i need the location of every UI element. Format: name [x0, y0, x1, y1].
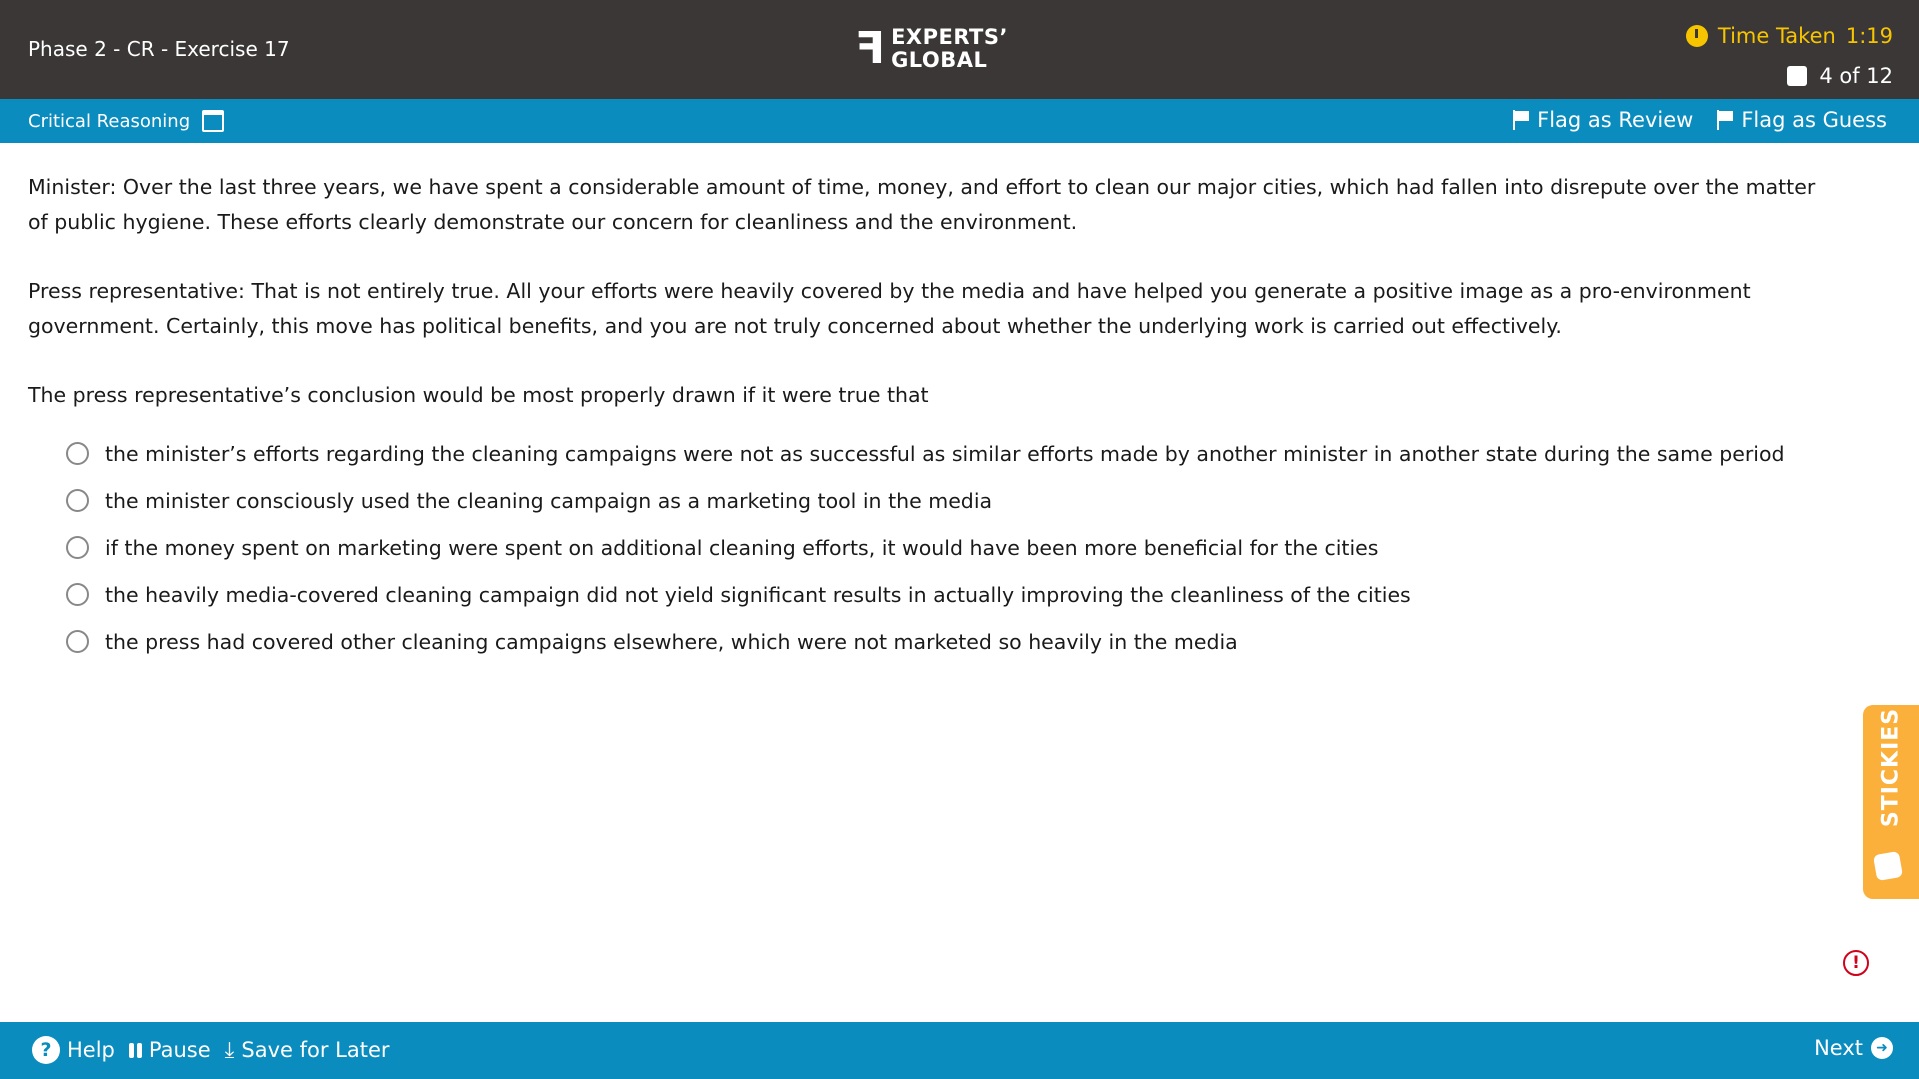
footer-bar	[0, 1022, 1919, 1079]
report-error-icon[interactable]: !	[1843, 950, 1869, 976]
section-label: Critical Reasoning	[28, 110, 191, 132]
sticky-note-icon	[1873, 851, 1903, 881]
option-text: the heavily media-covered cleaning campaign did not yield significant results in actually improving the cleanliness of the cities	[105, 582, 1411, 607]
stickies-label: STICKIES	[1878, 707, 1904, 828]
flag-icon	[1717, 110, 1733, 130]
stickies-tab[interactable]	[1863, 705, 1919, 899]
option-text: the minister’s efforts regarding the cleaning campaigns were not as successful as similar efforts made by another minister in another state during the same period	[105, 441, 1785, 466]
time-label: Time Taken	[1717, 24, 1836, 48]
option-text: the minister consciously used the cleaning campaign as a marketing tool in the media	[105, 488, 993, 513]
next-label: Next	[1814, 1036, 1863, 1060]
flag-review-label: Flag as Review	[1537, 108, 1694, 132]
progress-text: 4 of 12	[1819, 64, 1893, 88]
question-stem: The press representative’s conclusion would be most properly drawn if it were true that	[28, 383, 929, 407]
logo-text-2: GLOBAL	[891, 48, 988, 72]
pause-button[interactable]	[129, 1038, 211, 1062]
answer-option[interactable]	[66, 571, 1785, 618]
radio-button[interactable]	[66, 583, 89, 606]
flag-review-button[interactable]	[1513, 108, 1693, 132]
answer-option[interactable]	[66, 524, 1785, 571]
help-icon: ?	[32, 1036, 60, 1064]
next-button[interactable]	[1814, 1036, 1893, 1060]
logo-text-1: EXPERTS’	[891, 25, 1008, 49]
radio-button[interactable]	[66, 536, 89, 559]
radio-button[interactable]	[66, 630, 89, 653]
passage-paragraph: Minister: Over the last three years, we have spent a considerable amount of time, money, and effort to clean our major cities, which had fallen into disrepute over the matter of public hygiene. These efforts clearly demonstrate our concern for cleanliness and the environment.	[28, 175, 1816, 234]
presentation-icon[interactable]	[202, 110, 224, 132]
radio-button[interactable]	[66, 442, 89, 465]
passage-paragraph: Press representative: That is not entirely true. All your efforts were heavily covered by the media and have helped you generate a positive image as a pro-environment government. Certainly, this move has political benefits, and you are not truly concerned about whether the underlying work is carried out effectively.	[28, 279, 1751, 338]
stack-icon	[1787, 66, 1807, 86]
answer-option[interactable]	[66, 430, 1785, 477]
experts-global-logo	[855, 23, 1008, 74]
logo-mark-icon: ꟻ	[855, 23, 886, 74]
top-header	[0, 0, 1919, 99]
arrow-right-icon: ➜	[1871, 1037, 1893, 1059]
clock-icon	[1686, 25, 1708, 47]
exercise-title: Phase 2 - CR - Exercise 17	[28, 37, 290, 61]
download-icon: ⤓	[224, 1037, 235, 1063]
section-bar	[0, 99, 1919, 143]
save-label: Save for Later	[241, 1038, 390, 1062]
pause-icon	[129, 1043, 142, 1058]
option-text: the press had covered other cleaning campaigns elsewhere, which were not marketed so heavily in the media	[105, 629, 1238, 654]
pause-label: Pause	[148, 1038, 211, 1062]
help-label: Help	[67, 1038, 115, 1062]
question-content	[28, 170, 1838, 447]
answer-option[interactable]	[66, 618, 1785, 665]
flag-icon	[1513, 110, 1529, 130]
help-button[interactable]	[32, 1036, 115, 1064]
question-counter	[1787, 64, 1893, 88]
save-for-later-button[interactable]	[225, 1038, 390, 1063]
answer-options	[66, 430, 1785, 665]
option-text: if the money spent on marketing were spent on additional cleaning efforts, it would have been more beneficial for the cities	[105, 535, 1379, 560]
flag-guess-button[interactable]	[1717, 108, 1887, 132]
time-value: 1:19	[1845, 24, 1893, 48]
timer	[1686, 24, 1893, 48]
radio-button[interactable]	[66, 489, 89, 512]
answer-option[interactable]	[66, 477, 1785, 524]
flag-guess-label: Flag as Guess	[1741, 108, 1887, 132]
